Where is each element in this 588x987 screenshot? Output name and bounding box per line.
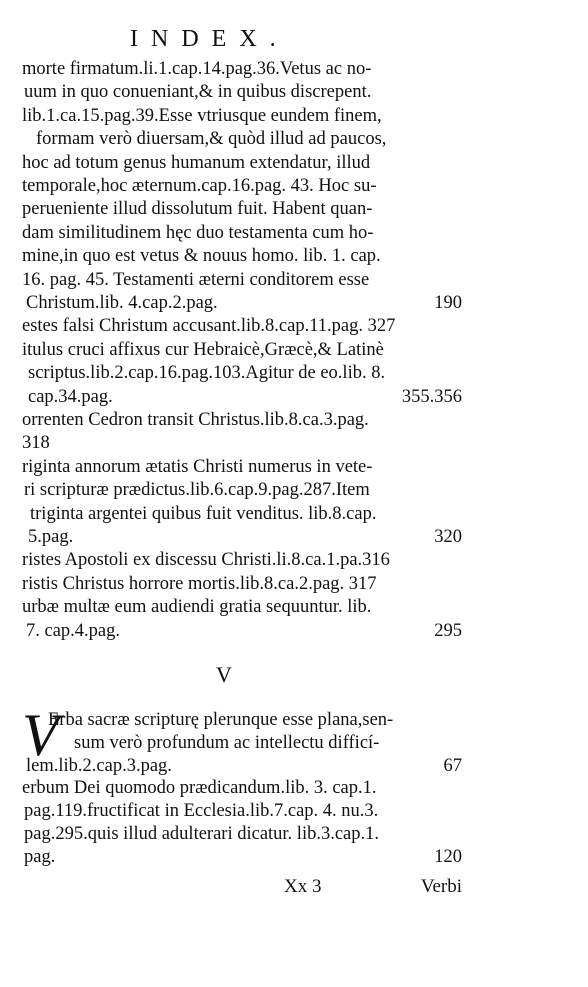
index-line [22,315,462,337]
index-line-text: cap.34.pag. [28,386,113,407]
index-line-text: 318 [22,433,50,454]
index-line-text: itulus cruci affixus cur Hebraicè,Græcè,& Latinè [22,339,384,360]
page-footer [22,876,462,900]
catchword: Verbi [420,876,462,897]
index-line [22,549,462,571]
page-reference: 120 [434,846,462,867]
page-header-title: INDEX. [130,26,289,52]
index-line [22,573,462,595]
index-line-text: Christum.lib. 4.cap.2.pag. [26,293,218,313]
index-line [22,152,462,174]
index-line [26,755,462,777]
index-line [28,386,462,408]
index-line-text: scriptus.lib.2.cap.16.pag.103.Agitur de eo.lib. 8. [28,363,386,384]
index-line [24,479,462,501]
index-line [22,409,462,431]
section-letter: V [216,662,232,687]
index-line-text: 7. cap.4.pag. [26,620,121,641]
index-line-text: ri scripturæ prædictus.lib.6.cap.9.pag.287.Item [24,480,370,501]
index-line [22,777,462,799]
index-line [28,526,462,548]
index-line [22,339,462,361]
index-line-text: urbæ multæ eum audiendi gratia sequuntur. lib. [22,597,372,618]
index-line-text: ristes Apostoli ex discessu Christi.li.8.ca.1.pa.316 [22,550,390,571]
page-reference: 67 [443,755,462,776]
index-line-text: 16. pag. 45. Testamenti æterni conditorem esse [22,269,370,290]
index-line-text: triginta argentei quibus fuit venditus. lib.8.cap. [30,503,377,524]
index-line-text: 5.pag. [28,527,74,547]
index-line-text: dam similitudinem hęc duo testamenta cum ho- [22,222,374,243]
index-line [24,846,462,868]
index-line-text: formam verò diuersam,& quòd illud ad paucos, [36,129,387,150]
index-line [22,245,462,267]
index-line [30,503,462,525]
index-line [22,105,462,127]
page-reference: 295 [434,620,462,641]
signature-mark: Xx 3 [284,876,322,897]
index-line [22,456,462,478]
index-line-text: lem.lib.2.cap.3.pag. [26,755,172,776]
index-line-text: perueniente illud dissolutum fuit. Habent quan- [22,199,373,220]
index-line-text: hoc ad totum genus humanum extendatur, illud [22,152,371,173]
index-line-text: morte firmatum.li.1.cap.14.pag.36.Vetus ac no- [22,59,372,79]
index-line [24,800,462,822]
index-line-text: sum verò profundum ac intellectu difficí- [74,732,380,753]
index-line-text: lib.1.ca.15.pag.39.Esse vtriusque eundem finem, [22,105,382,126]
index-line [26,292,462,314]
index-line [24,823,462,845]
index-line [28,362,462,384]
index-line [22,222,462,244]
index-line-text: temporale,hoc æternum.cap.16.pag. 43. Hoc su- [22,176,377,196]
drop-cap: V [22,702,59,768]
index-line [36,128,462,150]
index-line [22,198,462,220]
index-line-text: orrenten Cedron transit Christus.lib.8.ca.3.pag. [22,410,369,430]
index-line-text: pag. [24,846,56,867]
index-line-text: ristis Christus horrore mortis.lib.8.ca.2.pag. 317 [22,573,377,594]
index-line [24,81,462,103]
index-line-text: pag.295.quis illud adulterari dicatur. lib.3.cap.1. [24,824,380,844]
index-line [22,432,462,454]
index-line-text: riginta annorum ætatis Christi numerus in vete- [22,456,373,477]
page-reference: 355.356 [401,386,462,407]
index-line-text: pag.119.fructificat in Ecclesia.lib.7.cap. 4. nu.3. [24,801,379,822]
index-line [22,175,462,197]
page-reference: 320 [434,527,462,547]
index-line [22,58,462,80]
index-line-text: uum in quo conueniant,& in quibus discrepent. [24,82,372,103]
index-line-text: estes falsi Christum accusant.lib.8.cap.11.pag. 327 [22,316,396,337]
index-line [22,596,462,618]
index-line [22,269,462,291]
index-line-text: erbum Dei quomodo prædicandum.lib. 3. cap.1. [22,778,377,799]
index-line-text: Erba sacræ scripturę plerunque esse plana,sen- [48,710,394,730]
index-line [48,709,462,731]
index-line [74,732,462,754]
page-reference: 190 [434,293,462,313]
index-line-text: mine,in quo est vetus & nouus homo. lib. 1. cap. [22,246,381,267]
index-line [26,620,462,642]
